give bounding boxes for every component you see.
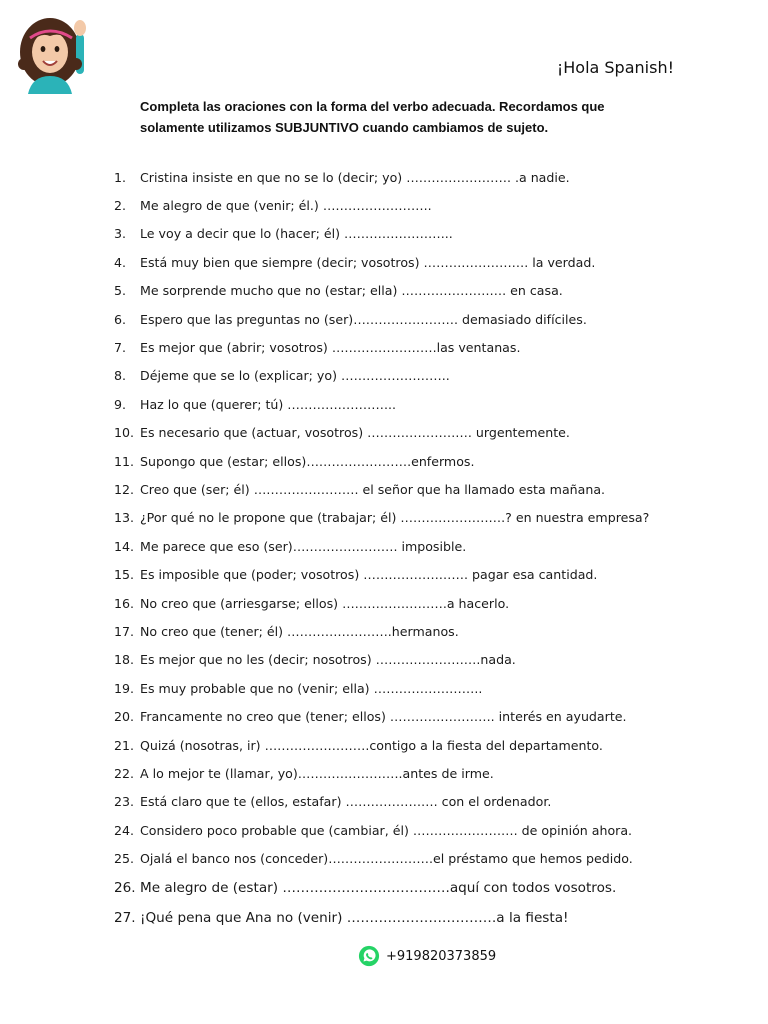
exercise-text: Está muy bien que siempre (decir; vosotros) ……………………. la verdad.: [140, 254, 596, 270]
exercise-number: 7.: [114, 340, 127, 356]
exercise-text: Francamente no creo que (tener; ellos) ……………………. interés en ayudarte.: [140, 709, 627, 725]
exercise-text: Está claro que te (ellos, estafar) …………………. con el ordenador.: [140, 794, 552, 810]
exercise-number: 22.: [114, 765, 135, 781]
brand-title: ¡Hola Spanish!: [556, 58, 674, 77]
exercise-item: [114, 903, 674, 933]
exercise-number: 5.: [114, 283, 127, 299]
exercise-item: [114, 191, 674, 219]
exercise-number: 1.: [114, 169, 127, 185]
exercise-item: [114, 163, 674, 191]
exercise-item: [114, 844, 674, 872]
exercise-item: [114, 560, 674, 588]
exercise-text: Haz lo que (querer; tú) ……………………..: [140, 396, 397, 412]
exercise-number: 16.: [114, 595, 135, 611]
exercise-text: Creo que (ser; él) ……………………. el señor que ha llamado esta mañana.: [140, 481, 606, 497]
exercise-number: 26.: [114, 879, 136, 896]
avatar-illustration: [14, 14, 96, 94]
exercise-number: 27.: [114, 909, 136, 926]
exercise-item: [114, 362, 674, 390]
exercise-item: [114, 788, 674, 816]
exercise-number: 14.: [114, 538, 135, 554]
exercise-number: 13.: [114, 510, 135, 526]
exercise-text: Me alegro de que (venir; él.) ……………………..: [140, 198, 432, 214]
exercise-item: [114, 248, 674, 276]
exercise-item: [114, 873, 674, 903]
exercise-item: [114, 759, 674, 787]
exercise-text: No creo que (tener; él) …………………….hermanos.: [140, 623, 459, 639]
exercise-text: Considero poco probable que (cambiar, él) ……………………. de opinión ahora.: [140, 822, 633, 838]
exercise-text: ¡Qué pena que Ana no (venir) ……………………………a la fiesta!: [140, 909, 569, 926]
exercise-text: Es necesario que (actuar, vosotros) ……………………. urgentemente.: [140, 425, 570, 441]
instructions: [140, 96, 640, 138]
exercise-item: [114, 419, 674, 447]
exercise-text: Me sorprende mucho que no (estar; ella) ……………………. en casa.: [140, 283, 563, 299]
exercise-item: [114, 674, 674, 702]
instructions-line: Completa las oraciones con la forma del verbo adecuada. Recordamos que: [140, 99, 605, 114]
exercise-list: [114, 163, 674, 933]
exercise-text: Es mejor que (abrir; vosotros) …………………….las ventanas.: [140, 340, 521, 356]
exercise-number: 19.: [114, 680, 135, 696]
exercise-item: [114, 646, 674, 674]
exercise-item: [114, 731, 674, 759]
exercise-text: Quizá (nosotras, ir) …………………….contigo a la fiesta del departamento.: [140, 737, 603, 753]
exercise-text: Supongo que (estar; ellos)…………………….enfermos.: [140, 453, 475, 469]
exercise-text: Es muy probable que no (venir; ella) ……………………..: [140, 680, 483, 696]
exercise-item: [114, 220, 674, 248]
exercise-number: 23.: [114, 794, 135, 810]
exercise-text: Es mejor que no les (decir; nosotros) …………………….nada.: [140, 652, 516, 668]
avatar: [14, 14, 96, 94]
exercise-number: 3.: [114, 226, 127, 242]
exercise-text: No creo que (arriesgarse; ellos) …………………….a hacerlo.: [140, 595, 510, 611]
exercise-number: 21.: [114, 737, 135, 753]
exercise-number: 20.: [114, 709, 135, 725]
whatsapp-icon: [358, 945, 380, 967]
exercise-text: Cristina insiste en que no se lo (decir; yo) ……………………. .a nadie.: [140, 169, 570, 185]
exercise-item: [114, 447, 674, 475]
exercise-item: [114, 816, 674, 844]
exercise-text: ¿Por qué no le propone que (trabajar; él) …………………….? en nuestra empresa?: [140, 510, 650, 526]
exercise-text: Me parece que eso (ser)……………………. imposible.: [140, 538, 467, 554]
exercise-number: 6.: [114, 311, 127, 327]
exercise-item: [114, 333, 674, 361]
exercise-number: 2.: [114, 198, 127, 214]
instructions-line: solamente utilizamos SUBJUNTIVO cuando cambiamos de sujeto.: [140, 120, 549, 135]
exercise-number: 18.: [114, 652, 135, 668]
exercise-item: [114, 532, 674, 560]
exercise-text: Espero que las preguntas no (ser)……………………. demasiado difíciles.: [140, 311, 587, 327]
exercise-item: [114, 589, 674, 617]
exercise-text: A lo mejor te (llamar, yo)…………………….antes de irme.: [140, 765, 494, 781]
exercise-number: 17.: [114, 623, 135, 639]
exercise-item: [114, 277, 674, 305]
exercise-number: 15.: [114, 567, 135, 583]
exercise-number: 8.: [114, 368, 127, 384]
exercise-number: 11.: [114, 453, 135, 469]
exercise-item: [114, 475, 674, 503]
exercise-number: 4.: [114, 254, 127, 270]
exercise-item: [114, 390, 674, 418]
exercise-number: 25.: [114, 851, 135, 867]
exercise-text: Déjeme que se lo (explicar; yo) ……………………..: [140, 368, 450, 384]
exercise-number: 12.: [114, 481, 135, 497]
exercise-text: Ojalá el banco nos (conceder)…………………….el préstamo que hemos pedido.: [140, 851, 633, 867]
exercise-item: [114, 702, 674, 730]
exercise-text: Es imposible que (poder; vosotros) ……………………. pagar esa cantidad.: [140, 567, 598, 583]
exercise-item: [114, 504, 674, 532]
exercise-text: Me alegro de (estar) ……………………………….aquí con todos vosotros.: [140, 879, 617, 896]
exercise-text: Le voy a decir que lo (hacer; él) ……………………..: [140, 226, 453, 242]
exercise-number: 24.: [114, 822, 135, 838]
exercise-item: [114, 305, 674, 333]
exercise-item: [114, 617, 674, 645]
phone-number[interactable]: +919820373859: [386, 948, 497, 964]
exercise-number: 9.: [114, 396, 127, 412]
exercise-number: 10.: [114, 425, 135, 441]
contact-info: [358, 945, 496, 967]
